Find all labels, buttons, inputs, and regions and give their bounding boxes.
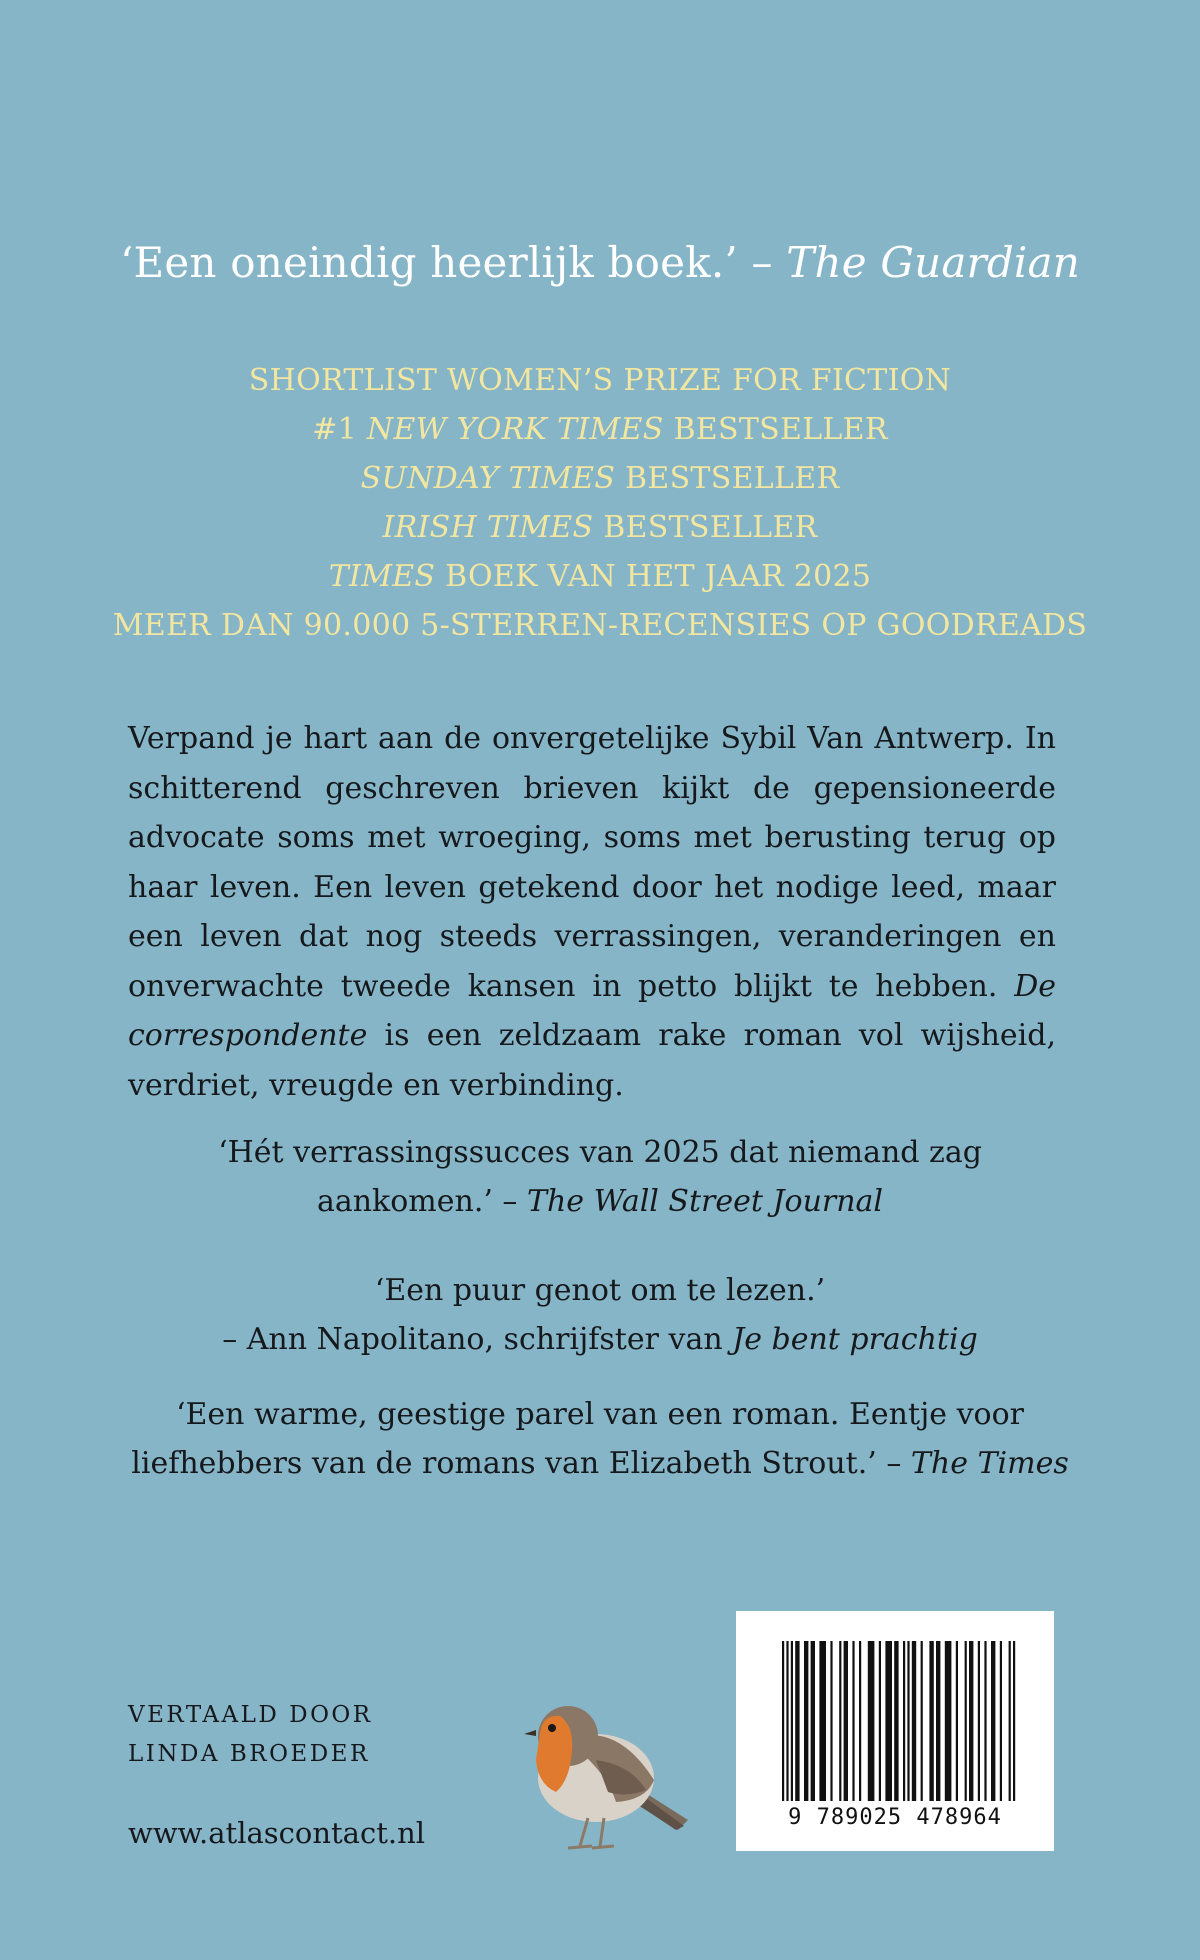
accolade-publication: NEW YORK TIMES: [366, 412, 664, 447]
accolade-item: [0, 552, 1200, 601]
quote-attribution: [0, 1177, 1200, 1226]
quote-source: The Times: [910, 1446, 1069, 1481]
accolade-item: [0, 405, 1200, 454]
review-quote-times: [0, 1390, 1200, 1488]
book-title: De correspondente: [128, 968, 1056, 1053]
accolade-item: [0, 503, 1200, 552]
publisher-website: www.atlascontact.nl: [128, 1816, 426, 1850]
barcode-bar: [945, 1641, 952, 1801]
review-quote-wsj: [0, 1128, 1200, 1226]
accolade-text: BESTSELLER: [663, 412, 888, 447]
accolades-list: [0, 356, 1200, 650]
quote-line: ‘Een puur genot om te lezen.’: [374, 1273, 826, 1308]
barcode-bar: [907, 1641, 909, 1801]
description-text: Verpand je hart aan de onvergetelijke Sybil Van Antwerp. In schitterend geschreven brieven kijkt de gepensioneerde advocate soms met wroeging, soms met berusting terug op haar leven. Een leven getekend door het nodige leed, maar een leven dat nog steeds verrassingen, veranderingen en onverwachte tweede kansen in petto blijkt te hebben.: [128, 721, 1056, 1004]
quote-source: Je bent prachtig: [732, 1322, 978, 1357]
headline-quote-text: ‘Een oneindig heerlijk boek.’ –: [119, 238, 787, 287]
headline-quote: [0, 238, 1200, 287]
accolade-text: BOEK VAN HET JAAR 2025: [435, 559, 872, 594]
quote-line: ‘Hét verrassingssucces van 2025 dat niemand zag: [218, 1135, 982, 1170]
barcode-bar: [859, 1641, 861, 1801]
quote-line: – Ann Napolitano, schrijfster van: [222, 1322, 733, 1357]
quote-line: aankomen.’ –: [316, 1184, 527, 1219]
barcode-bar: [1000, 1641, 1002, 1801]
barcode-bar: [852, 1641, 854, 1801]
barcode-bar: [912, 1641, 916, 1801]
quote-source: The Wall Street Journal: [526, 1184, 884, 1219]
barcode-bar: [921, 1641, 923, 1801]
barcode-bar: [894, 1641, 898, 1801]
quote-attribution: [0, 1439, 1200, 1488]
accolade-item: [0, 356, 1200, 405]
barcode-panel: [736, 1611, 1054, 1851]
barcode-bar: [991, 1641, 995, 1801]
accolade-prefix: #1: [312, 412, 367, 447]
barcode-bar: [795, 1641, 799, 1801]
translator-credit: [128, 1696, 373, 1774]
accolade-item: [0, 454, 1200, 503]
quote-line: ‘Een warme, geestige parel van een roman. Eentje voor: [175, 1397, 1024, 1432]
headline-quote-source: The Guardian: [786, 238, 1081, 287]
accolade-publication: SUNDAY TIMES: [360, 461, 616, 496]
accolade-text: MEER DAN 90.000 5-STERREN-RECENSIES OP GOODREADS: [112, 608, 1088, 643]
accolade-publication: IRISH TIMES: [382, 510, 594, 545]
barcode-bar: [903, 1641, 905, 1801]
barcode-bar: [811, 1641, 815, 1801]
quote-line: liefhebbers van de romans van Elizabeth Strout.’ –: [131, 1446, 911, 1481]
barcode-bar: [791, 1641, 793, 1801]
barcode-bar: [844, 1641, 848, 1801]
barcode-bar: [879, 1641, 881, 1801]
barcode-bar: [978, 1641, 980, 1801]
barcode-bar: [885, 1641, 892, 1801]
accolade-text: SHORTLIST WOMEN’S PRIZE FOR FICTION: [248, 363, 952, 398]
barcode-bar: [984, 1641, 986, 1801]
translator-name: LINDA BROEDER: [128, 1741, 370, 1767]
barcode-bar: [936, 1641, 940, 1801]
barcode-bar: [929, 1641, 933, 1801]
barcode-bar: [1013, 1641, 1015, 1801]
translator-label: VERTAALD DOOR: [128, 1702, 373, 1728]
accolade-item: [0, 601, 1200, 650]
barcode-bar: [1009, 1641, 1011, 1801]
description-paragraph: [128, 714, 1056, 1110]
barcode-bar: [804, 1641, 808, 1801]
accolade-text: BESTSELLER: [593, 510, 818, 545]
barcode-icon: [736, 1611, 1054, 1811]
accolade-text: BESTSELLER: [615, 461, 840, 496]
description-text-end: is een zeldzaam rake roman vol wijsheid, verdriet, vreugde en verbinding.: [128, 1018, 1056, 1103]
review-quote-napolitano: [0, 1266, 1200, 1364]
barcode-bar: [830, 1641, 832, 1801]
accolade-publication: TIMES: [328, 559, 436, 594]
barcode-bar: [965, 1641, 967, 1801]
barcode-bar: [839, 1641, 841, 1801]
robin-bird-icon: [496, 1680, 706, 1860]
barcode-bar: [868, 1641, 875, 1801]
barcode-bar: [819, 1641, 826, 1801]
isbn-number: 9 789025 478964: [788, 1805, 1002, 1830]
barcode-bar: [786, 1641, 788, 1801]
barcode-bar: [969, 1641, 973, 1801]
book-description: [128, 714, 1056, 1110]
barcode-bar: [956, 1641, 958, 1801]
quote-attribution: [0, 1315, 1200, 1364]
barcode-bar: [782, 1641, 784, 1801]
